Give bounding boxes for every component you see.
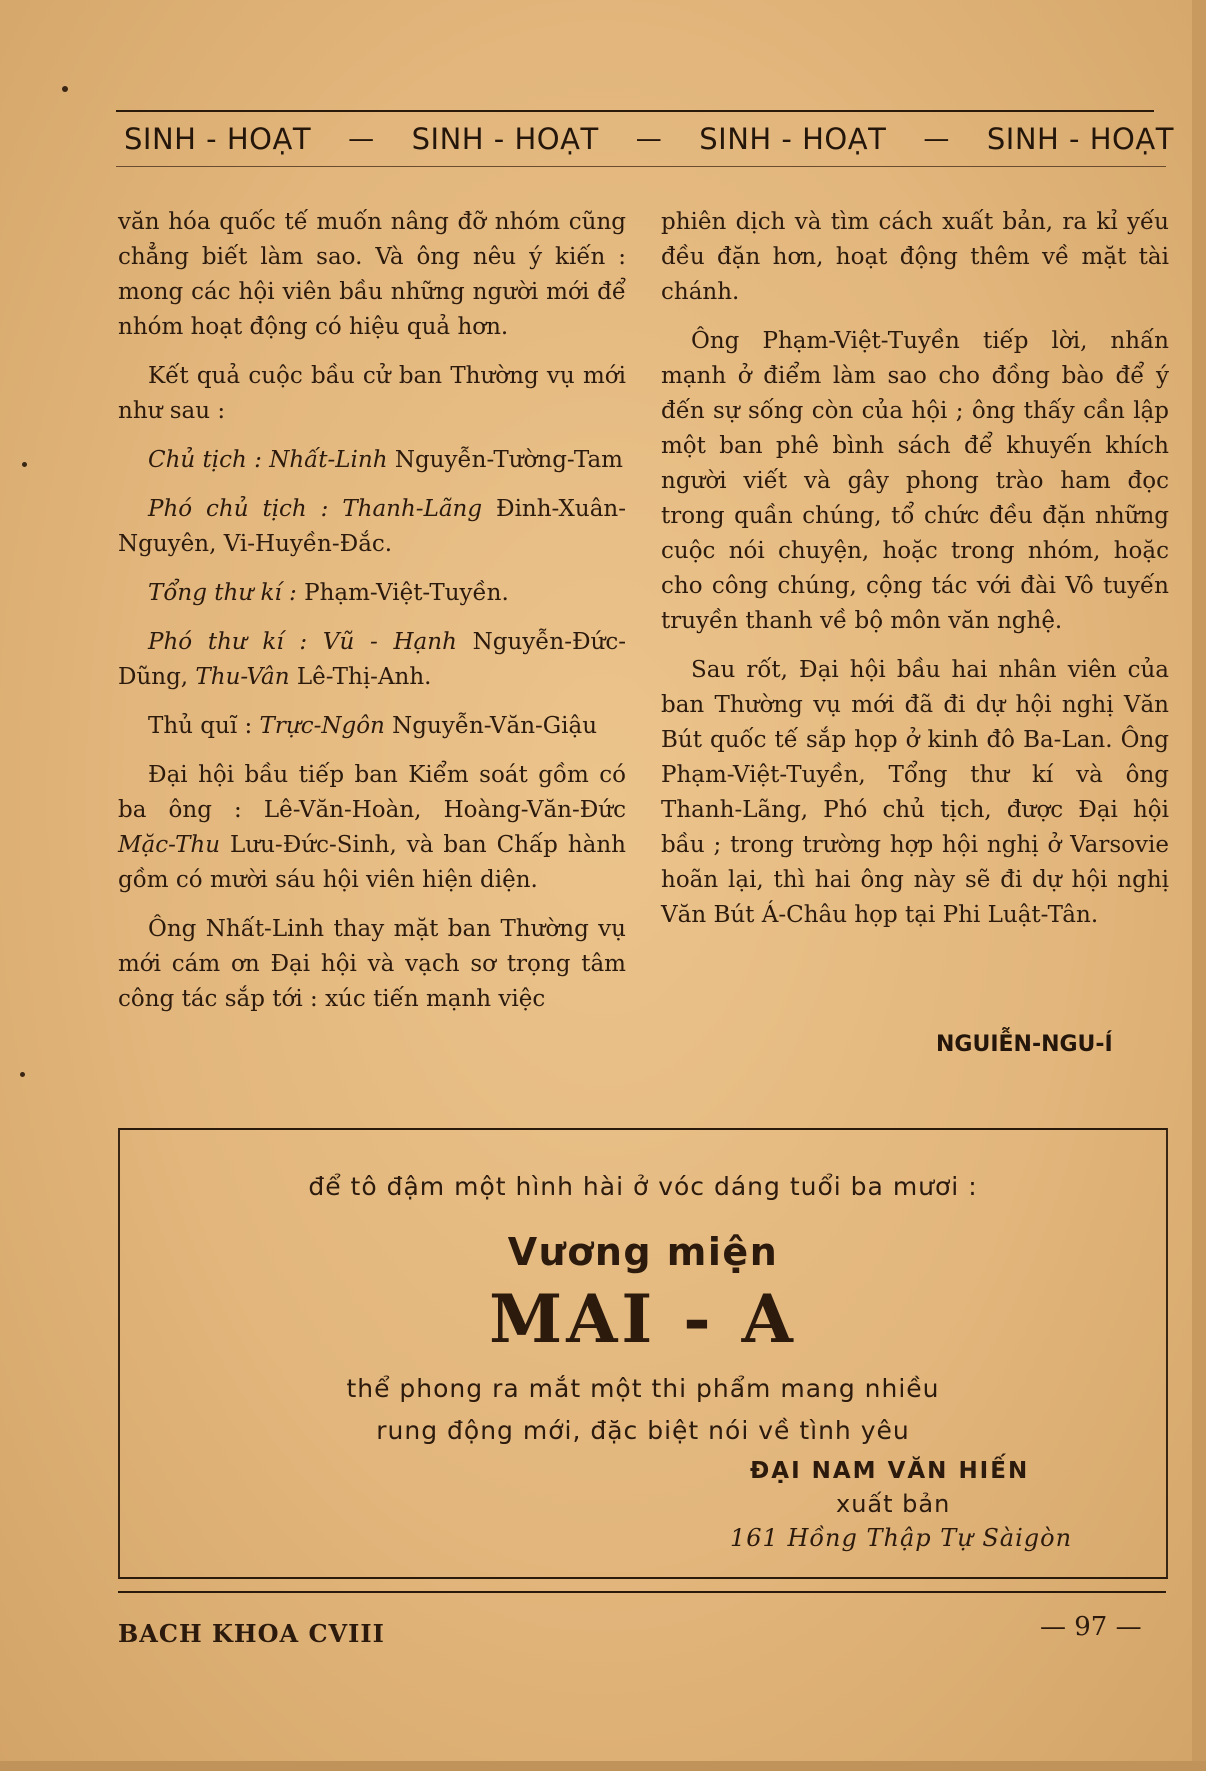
- header-separator: —: [348, 124, 375, 154]
- footer-rule: [118, 1591, 1166, 1593]
- election-chair: [118, 443, 626, 478]
- article-column-right: [661, 205, 1169, 947]
- header-section-label: SINH - HOẠT: [699, 122, 887, 156]
- role-label: Tổng thư kí :: [148, 580, 297, 606]
- header-rule-top: [116, 110, 1154, 112]
- person-name: Phạm-Việt-Tuyền.: [304, 580, 509, 606]
- person-name: Nguyễn-Tường-Tam: [394, 447, 623, 473]
- paragraph-text: Lưu-Đức-Sinh, và ban Chấp hành gồm có mười sáu hội viên hiện diện.: [118, 832, 626, 893]
- ad-publisher-note: xuất bản: [836, 1490, 951, 1518]
- paragraph-text: Đại hội bầu tiếp ban Kiểm soát gồm có ba ông : Lê-Văn-Hoàn, Hoàng-Văn-Đức: [118, 762, 626, 823]
- pen-name: Nhất-Linh: [269, 447, 388, 473]
- paragraph: Kết quả cuộc bầu cử ban Thường vụ mới như sau :: [118, 363, 626, 424]
- person-name: Nguyễn-Văn-Giậu: [392, 713, 598, 739]
- ad-description: rung động mới, đặc biệt nói về tình yêu: [376, 1416, 910, 1445]
- magazine-name: BACH KHOA CVIII: [118, 1619, 385, 1648]
- book-advertisement: [118, 1128, 1168, 1579]
- pen-name: Trực-Ngôn: [259, 713, 385, 739]
- election-secretary: [118, 576, 626, 611]
- pen-name: Thanh-Lãng: [342, 496, 483, 522]
- header-section-label: SINH - HOẠT: [986, 122, 1174, 156]
- page-number: — 97 —: [1040, 1612, 1142, 1642]
- page-edge: [1192, 0, 1206, 1771]
- person-name: Đinh-Xuân-Nguyên, Vi-Huyền-Đắc.: [118, 496, 626, 557]
- paragraph-control-board: [118, 758, 626, 898]
- ink-speck: [22, 462, 27, 467]
- ad-intro: để tô đậm một hình hài ở vóc dáng tuổi ba mươi :: [308, 1172, 978, 1201]
- person-name: Lê-Thị-Anh.: [296, 664, 432, 690]
- ad-description: thể phong ra mắt một thi phẩm mang nhiều: [346, 1374, 940, 1403]
- page-bottom-edge: [0, 1761, 1206, 1771]
- section-header: [124, 122, 1174, 156]
- pen-name: Thu-Vân: [195, 664, 290, 690]
- ink-speck: [62, 86, 68, 92]
- role-label: Chủ tịch :: [148, 447, 262, 473]
- role-label: Phó thư kí :: [148, 629, 308, 655]
- author-signature: NGUIỄN-NGU-Í: [936, 1032, 1113, 1057]
- header-separator: —: [635, 124, 663, 154]
- paragraph: Sau rốt, Đại hội bầu hai nhân viên của ban Thường vụ mới đã đi dự hội nghị Văn Bút quốc tế sắp họp ở kinh đô Ba-Lan. Ông Phạm-Việt-Tuyền, Tổng thư kí và ông Thanh-Lãng, Phó chủ tịch, được Đại hội bầu ; trong trường hợp hội nghị ở Varsovie hoãn lại, thì hai ông này sẽ đi dự hội nghị Văn Bút Á-Châu họp tại Phi Luật-Tân.: [661, 657, 1169, 928]
- paragraph: Ông Phạm-Việt-Tuyền tiếp lời, nhấn mạnh ở điểm làm sao cho đồng bào để ý đến sự sống còn của hội ; ông thấy cần lập một ban phê bình sách để khuyến khích người viết và gây phong trào ham đọc trong quần chúng, tổ chức đều đặn những cuộc nói chuyện, hoặc trong nhóm, hoặc cho công chúng, cộng tác với đài Vô tuyến truyền thanh về bộ môn văn nghệ.: [661, 328, 1169, 634]
- election-treasurer: [118, 709, 626, 744]
- ad-address: 161 Hồng Thập Tự Sàigòn: [730, 1524, 1073, 1552]
- ink-speck: [20, 1072, 25, 1077]
- pen-name: Mặc-Thu: [118, 832, 221, 858]
- header-separator: —: [923, 124, 950, 154]
- role-label: Phó chủ tịch :: [148, 496, 329, 522]
- role-label: Thủ quĩ :: [148, 713, 253, 739]
- ad-subtitle: Vương miện: [507, 1230, 779, 1274]
- article-column-left: [118, 205, 626, 1031]
- paragraph: văn hóa quốc tế muốn nâng đỡ nhóm cũng chẳng biết làm sao. Và ông nêu ý kiến : mong các hội viên bầu những người mới để nhóm hoạt động có hiệu quả hơn.: [118, 209, 626, 340]
- header-section-label: SINH - HOẠT: [411, 122, 599, 156]
- pen-name: Vũ - Hạnh: [322, 629, 457, 655]
- paragraph: Ông Nhất-Linh thay mặt ban Thường vụ mới cám ơn Đại hội và vạch sơ trọng tâm công tác sắp tới : xúc tiến mạnh việc: [118, 916, 626, 1012]
- election-vice-secretary: [118, 625, 626, 695]
- election-vice-chair: [118, 492, 626, 562]
- paragraph: phiên dịch và tìm cách xuất bản, ra kỉ yếu đều đặn hơn, hoạt động thêm về mặt tài chánh.: [661, 209, 1169, 305]
- ad-publisher: ĐẠI NAM VĂN HIẾN: [750, 1458, 1030, 1484]
- header-rule-bottom: [116, 166, 1166, 167]
- ad-title: MAI - A: [489, 1280, 797, 1358]
- header-section-label: SINH - HOẠT: [124, 122, 312, 156]
- person-name: Nguyễn-Đức-Dũng,: [118, 629, 627, 690]
